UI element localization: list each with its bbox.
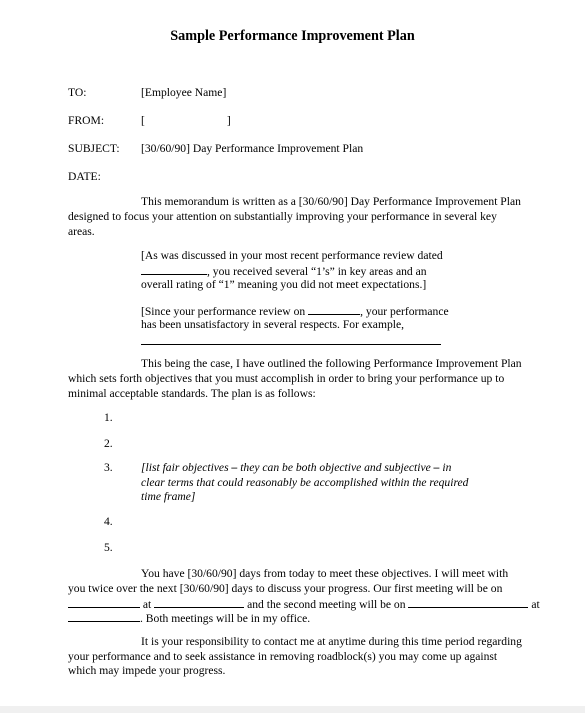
item3-text-b: they can be both objective and subjective bbox=[237, 461, 434, 474]
plan-intro-line-2: which sets forth objectives that you must accomplish in order to bring your performance up to bbox=[68, 372, 505, 385]
list-number-2: 2. bbox=[104, 437, 113, 450]
subject-label: SUBJECT: bbox=[68, 142, 120, 155]
from-bracket-open: [ bbox=[141, 114, 145, 127]
since-date-blank bbox=[308, 303, 360, 315]
from-label: FROM: bbox=[68, 114, 105, 127]
first-meeting-date-blank bbox=[68, 596, 140, 608]
intro-line-2: designed to focus your attention on substantially improving your performance in several key bbox=[68, 210, 497, 223]
first-meeting-time-blank bbox=[154, 596, 244, 608]
date-label: DATE: bbox=[68, 170, 101, 183]
to-label: TO: bbox=[68, 86, 87, 99]
intro-line-1: This memorandum is written as a [30/60/90] Day Performance Improvement Plan bbox=[141, 195, 521, 208]
since-line-1-before: [Since your performance review on bbox=[141, 305, 306, 318]
review-line-2 bbox=[141, 263, 427, 279]
intro-line-3: areas. bbox=[68, 225, 95, 238]
second-meeting-date-blank bbox=[408, 596, 528, 608]
meeting-line-4 bbox=[68, 610, 310, 626]
list-item-3-line-3: time frame] bbox=[141, 490, 196, 503]
list-item-3-line-1 bbox=[141, 461, 451, 475]
item3-dash-2: – bbox=[433, 461, 440, 474]
example-blank-line bbox=[141, 333, 441, 345]
review-line-2-text: , you received several “1’s” in key areas and an bbox=[207, 265, 427, 278]
since-line-2: has been unsatisfactory in several respects. For example, bbox=[141, 318, 405, 331]
to-value: [Employee Name] bbox=[141, 86, 227, 99]
second-meeting-time-blank bbox=[68, 610, 140, 622]
subject-value: [30/60/90] Day Performance Improvement Plan bbox=[141, 142, 364, 155]
page-bottom-edge bbox=[0, 706, 585, 713]
plan-intro-line-1: This being the case, I have outlined the following Performance Improvement Plan bbox=[141, 357, 522, 370]
closing-line-2: your performance and to seek assistance in removing roadblock(s) you may come up against bbox=[68, 650, 498, 663]
meeting-line-4-text: . Both meetings will be in my office. bbox=[140, 612, 311, 625]
plan-intro-line-3: minimal acceptable standards. The plan is as follows: bbox=[68, 387, 316, 400]
since-line-1 bbox=[141, 303, 449, 319]
meeting-line-3-middle: and the second meeting will be on bbox=[247, 598, 406, 611]
meeting-line-2: you twice over the next [30/60/90] days to discuss your progress. Our first meeting will be on bbox=[68, 582, 503, 595]
from-value bbox=[141, 114, 231, 128]
closing-line-1: It is your responsibility to contact me at anytime during this time period regarding bbox=[141, 635, 522, 648]
meeting-at-1: at bbox=[142, 598, 152, 611]
list-number-1: 1. bbox=[104, 411, 113, 424]
item3-text-a: [list fair objectives bbox=[141, 461, 232, 474]
document-title: Sample Performance Improvement Plan bbox=[170, 28, 415, 44]
closing-line-3: which may impede your progress. bbox=[68, 664, 226, 677]
meeting-line-1: You have [30/60/90] days from today to meet these objectives. I will meet with bbox=[141, 567, 509, 580]
review-line-1: [As was discussed in your most recent performance review dated bbox=[141, 249, 443, 262]
item3-text-c: in bbox=[439, 461, 452, 474]
meeting-at-2: at bbox=[531, 598, 540, 611]
from-bracket-close: ] bbox=[226, 114, 231, 127]
since-example-blank bbox=[141, 333, 441, 349]
list-number-4: 4. bbox=[104, 515, 113, 528]
list-number-3: 3. bbox=[104, 461, 113, 474]
list-number-5: 5. bbox=[104, 541, 113, 554]
item3-dash-1: – bbox=[231, 461, 238, 474]
review-line-3: overall rating of “1” meaning you did not meet expectations.] bbox=[141, 278, 427, 291]
review-date-blank bbox=[141, 263, 207, 275]
list-item-3-line-2: clear terms that could reasonably be accomplished within the required bbox=[141, 476, 469, 489]
since-line-1-after: , your performance bbox=[360, 305, 449, 318]
